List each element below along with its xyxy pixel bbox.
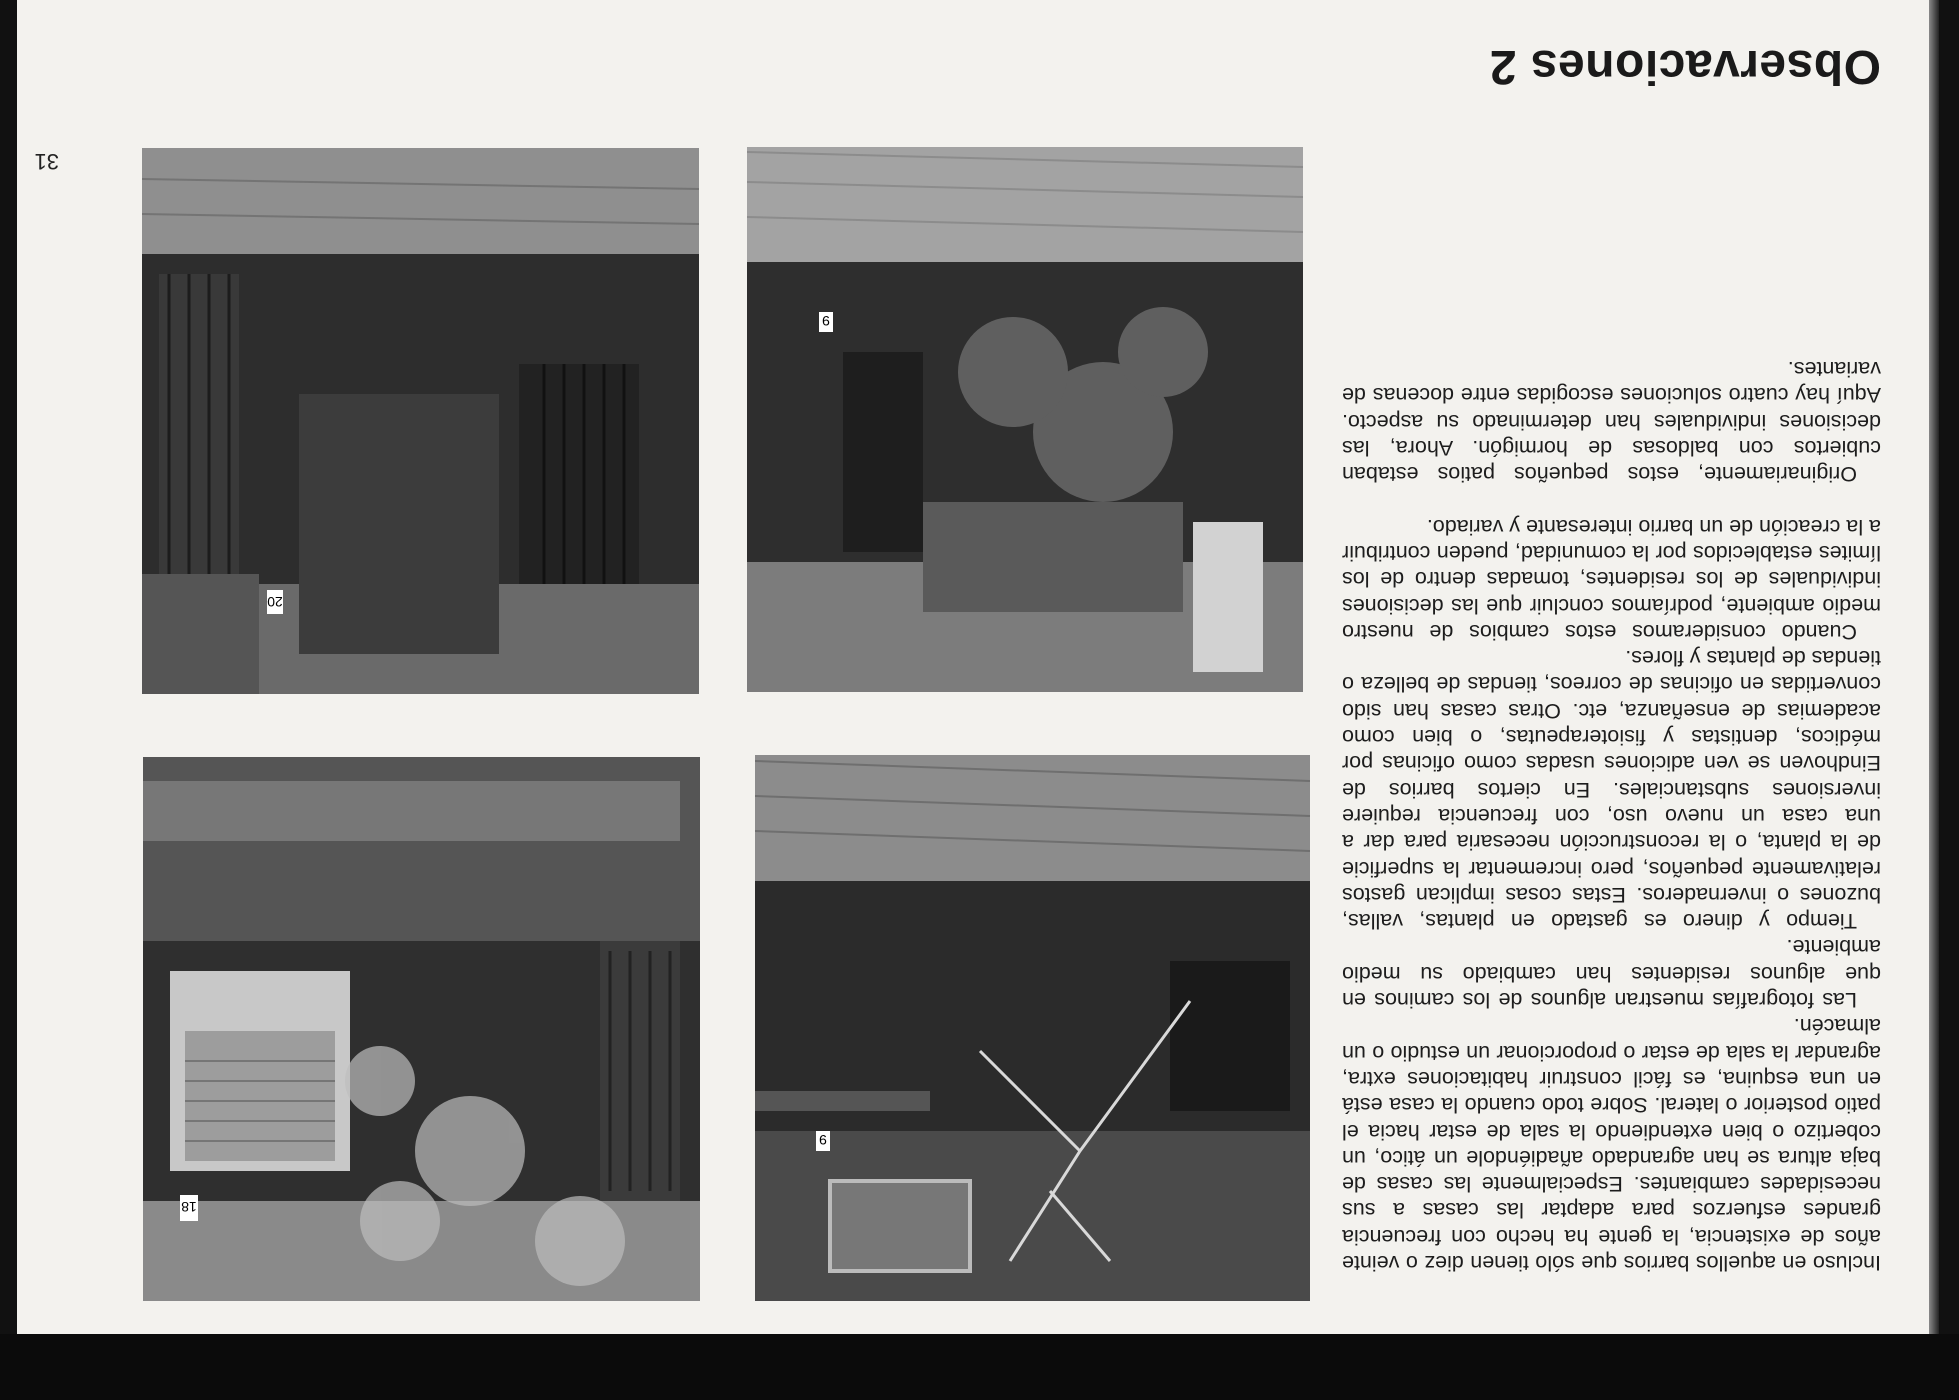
body-text [1342, 356, 1881, 1276]
book-page [17, 0, 1939, 1334]
book-spine [1929, 0, 1939, 1334]
paragraph: Incluso en aquellos barrios que sólo tienen diez o veinte años de existencia, la gente ha hecho con frecuencia grandes esfuerzos para adaptar las casas a sus necesidades cambiantes. Especialmente las casas de baja altura se han agrandado añadiéndole un ático, un cobertizo o bien extendiendo la sala de estar hacia el patio posterior o lateral. Sobre todo cuando la casa está en una esquina, es fácil construir habitaciones extra, agrandar la sala de estar o proporcionar un estudio o un almacén. [1342, 1014, 1881, 1275]
house-number: 20 [267, 594, 283, 610]
paragraph: Tiempo y dinero es gastado en plantas, vallas, buzones o invernaderos. Estas cosas implican gastos relativamente pequeños, pero incrementar la superficie de la planta, o la reconstrucción necesaria para dar a una casa un nuevo uso, con frecuencia requiere inversiones substanciales. En ciertos barrios de Eindhoven se ven adiciones usadas como oficinas por médicos, dentistas y fisioterapeutas, o bien como academias de enseñanza, etc. Otras casas han sido convertidas en oficinas de correos, tiendas de belleza o tiendas de plantas y flores. [1342, 646, 1881, 934]
page-title: Observaciones 2 [1489, 40, 1881, 93]
paragraph: Cuando consideramos estos cambios de nuestro medio ambiente, podríamos concluir que las decisiones individuales de los residentes, tomadas dentro de los límites establecidos por la comunidad, pueden contribuir a la creación de un barrio interesante y variado. [1342, 514, 1881, 644]
paragraph: Las fotografías muestran algunos de los caminos en que algunos residentes han cambiado su medio ambiente. [1342, 935, 1881, 1013]
house-number: 9 [819, 1132, 827, 1148]
page-number: 31 [34, 149, 59, 174]
paragraph: Originariamente, estos pequeños patios estaban cubiertos con baldosas de hormigón. Ahora, las decisiones individuales han determinado su aspecto. Aquí hay cuatro soluciones escogidas entre docenas de variantes. [1342, 357, 1881, 487]
photo-courtyard [142, 148, 699, 694]
photo-courtyard [747, 147, 1303, 692]
photo-courtyard [755, 755, 1310, 1301]
house-number: 9 [822, 313, 830, 329]
scanner-background [0, 1334, 1959, 1400]
photo-courtyard [143, 757, 700, 1301]
house-number: 18 [181, 1199, 197, 1215]
